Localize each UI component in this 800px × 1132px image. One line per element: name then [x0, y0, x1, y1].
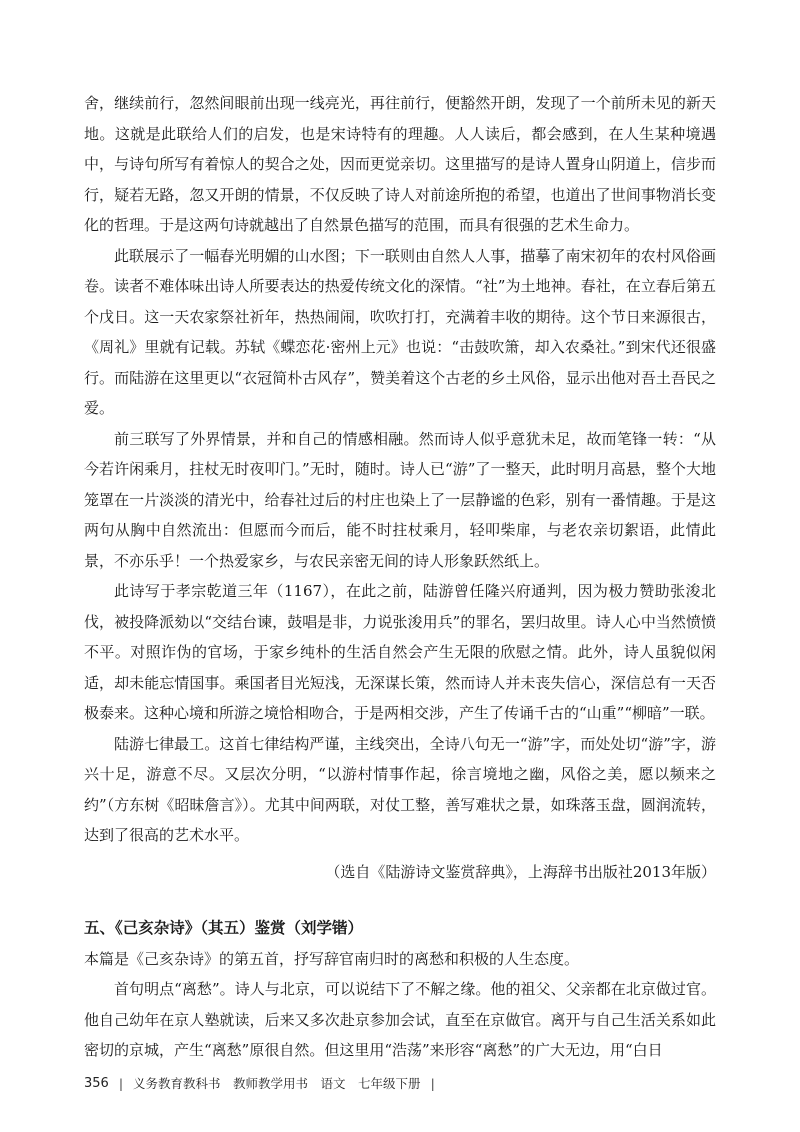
source-citation: （选自《陆游诗文鉴赏辞典》，上海辞书出版社2013年版）	[325, 862, 716, 881]
paragraph-4: 此诗写于孝宗乾道三年（1167），在此之前，陆游曾任隆兴府通判，因为极力赞助张浚北伐，被投降派劾以“交结台谏，鼓唱是非，力说张浚用兵”的罪名，罢归故里。诗人心中当然愤愤不平。对照诈伪的官场，于家乡纯朴的生活自然会产生无限的欣慰之情。此外，诗人虽貌似闲适，却未能忘情国事。乘国者目光短浅，无深谋长策，然而诗人并未丧失信心，深信总有一天否极泰来。这种心境和所游之境恰相吻合，于是两相交涉，产生了传诵千古的“山重”“柳暗”一联。	[84, 582, 716, 722]
footer-separator: |	[118, 1075, 124, 1091]
page-body	[84, 88, 716, 1066]
page-number: 356	[84, 1075, 109, 1091]
book-title: 义务教育教科书 教师教学用书 语文 七年级下册	[133, 1076, 421, 1091]
footer-separator-end: |	[430, 1075, 435, 1091]
section-paragraph: 首句明点“离愁”。诗人与北京，可以说结下了不解之缘。他的祖父、父亲都在北京做过官。他自己幼年在京人塾就读，后来又多次赴京参加会试，直至在京做官。离开与自己生活关系如此密切的京城，产生“离愁”原很自然。但这里用“浩荡”来形容“离愁”的广大无边，用“白日	[84, 980, 716, 1059]
paragraph-1: 舍，继续前行，忽然间眼前出现一线亮光，再往前行，便豁然开朗，发现了一个前所未见的新天地。这就是此联给人们的启发，也是宋诗特有的理趣。人人读后，都会感到，在人生某种境遇中，与诗句所写有着惊人的契合之处，因而更觉亲切。这里描写的是诗人置身山阴道上，信步而行，疑若无路，忽又开朗的情景，不仅反映了诗人对前途所抱的希望，也道出了世间事物消长变化的哲理。于是这两句诗就越出了自然景色描写的范围，而具有很强的艺术生命力。	[84, 94, 716, 234]
paragraph-5: 陆游七律最工。这首七律结构严谨，主线突出，全诗八句无一“游”字，而处处切“游”字，游兴十足，游意不尽。又层次分明，“以游村情事作起，徐言境地之幽，风俗之美，愿以频来之约”（方东树《昭昧詹言》）。尤其中间两联，对仗工整，善写难状之景，如珠落玉盘，圆润流转，达到了很高的艺术水平。	[84, 734, 716, 844]
section-intro: 本篇是《己亥杂诗》的第五首，抒写辞官南归时的离愁和积极的人生态度。	[84, 949, 580, 968]
section-title: 五、《己亥杂诗》（其五）鉴赏（刘学锴）	[84, 919, 364, 937]
paragraph-2: 此联展示了一幅春光明媚的山水图；下一联则由自然人人事，描摹了南宋初年的农村风俗画卷。读者不难体味出诗人所要表达的热爱传统文化的深情。“社”为土地神。春社，在立春后第五个戊日。这一天农家祭社祈年，热热闹闹，吹吹打打，充满着丰收的期待。这个节日来源很古，《周礼》里就有记载。苏轼《蝶恋花·密州上元》也说：“击鼓吹箫，却入农桑社。”到宋代还很盛行。而陆游在这里更以“衣冠简朴古风存”，赞美着这个古老的乡土风俗，显示出他对吾土吾民之爱。	[84, 246, 716, 417]
page-footer	[84, 1074, 435, 1092]
paragraph-3: 前三联写了外界情景，并和自己的情感相融。然而诗人似乎意犹未足，故而笔锋一转：“从今若许闲乘月，拄杖无时夜叩门。”无时，随时。诗人已“游”了一整天，此时明月高悬，整个大地笼罩在一片淡淡的清光中，给春社过后的村庄也染上了一层静谧的色彩，别有一番情趣。于是这两句从胸中自然流出：但愿而今而后，能不时拄杖乘月，轻叩柴扉，与老农亲切絮语，此情此景，不亦乐乎！一个热爱家乡，与农民亲密无间的诗人形象跃然纸上。	[84, 429, 716, 570]
